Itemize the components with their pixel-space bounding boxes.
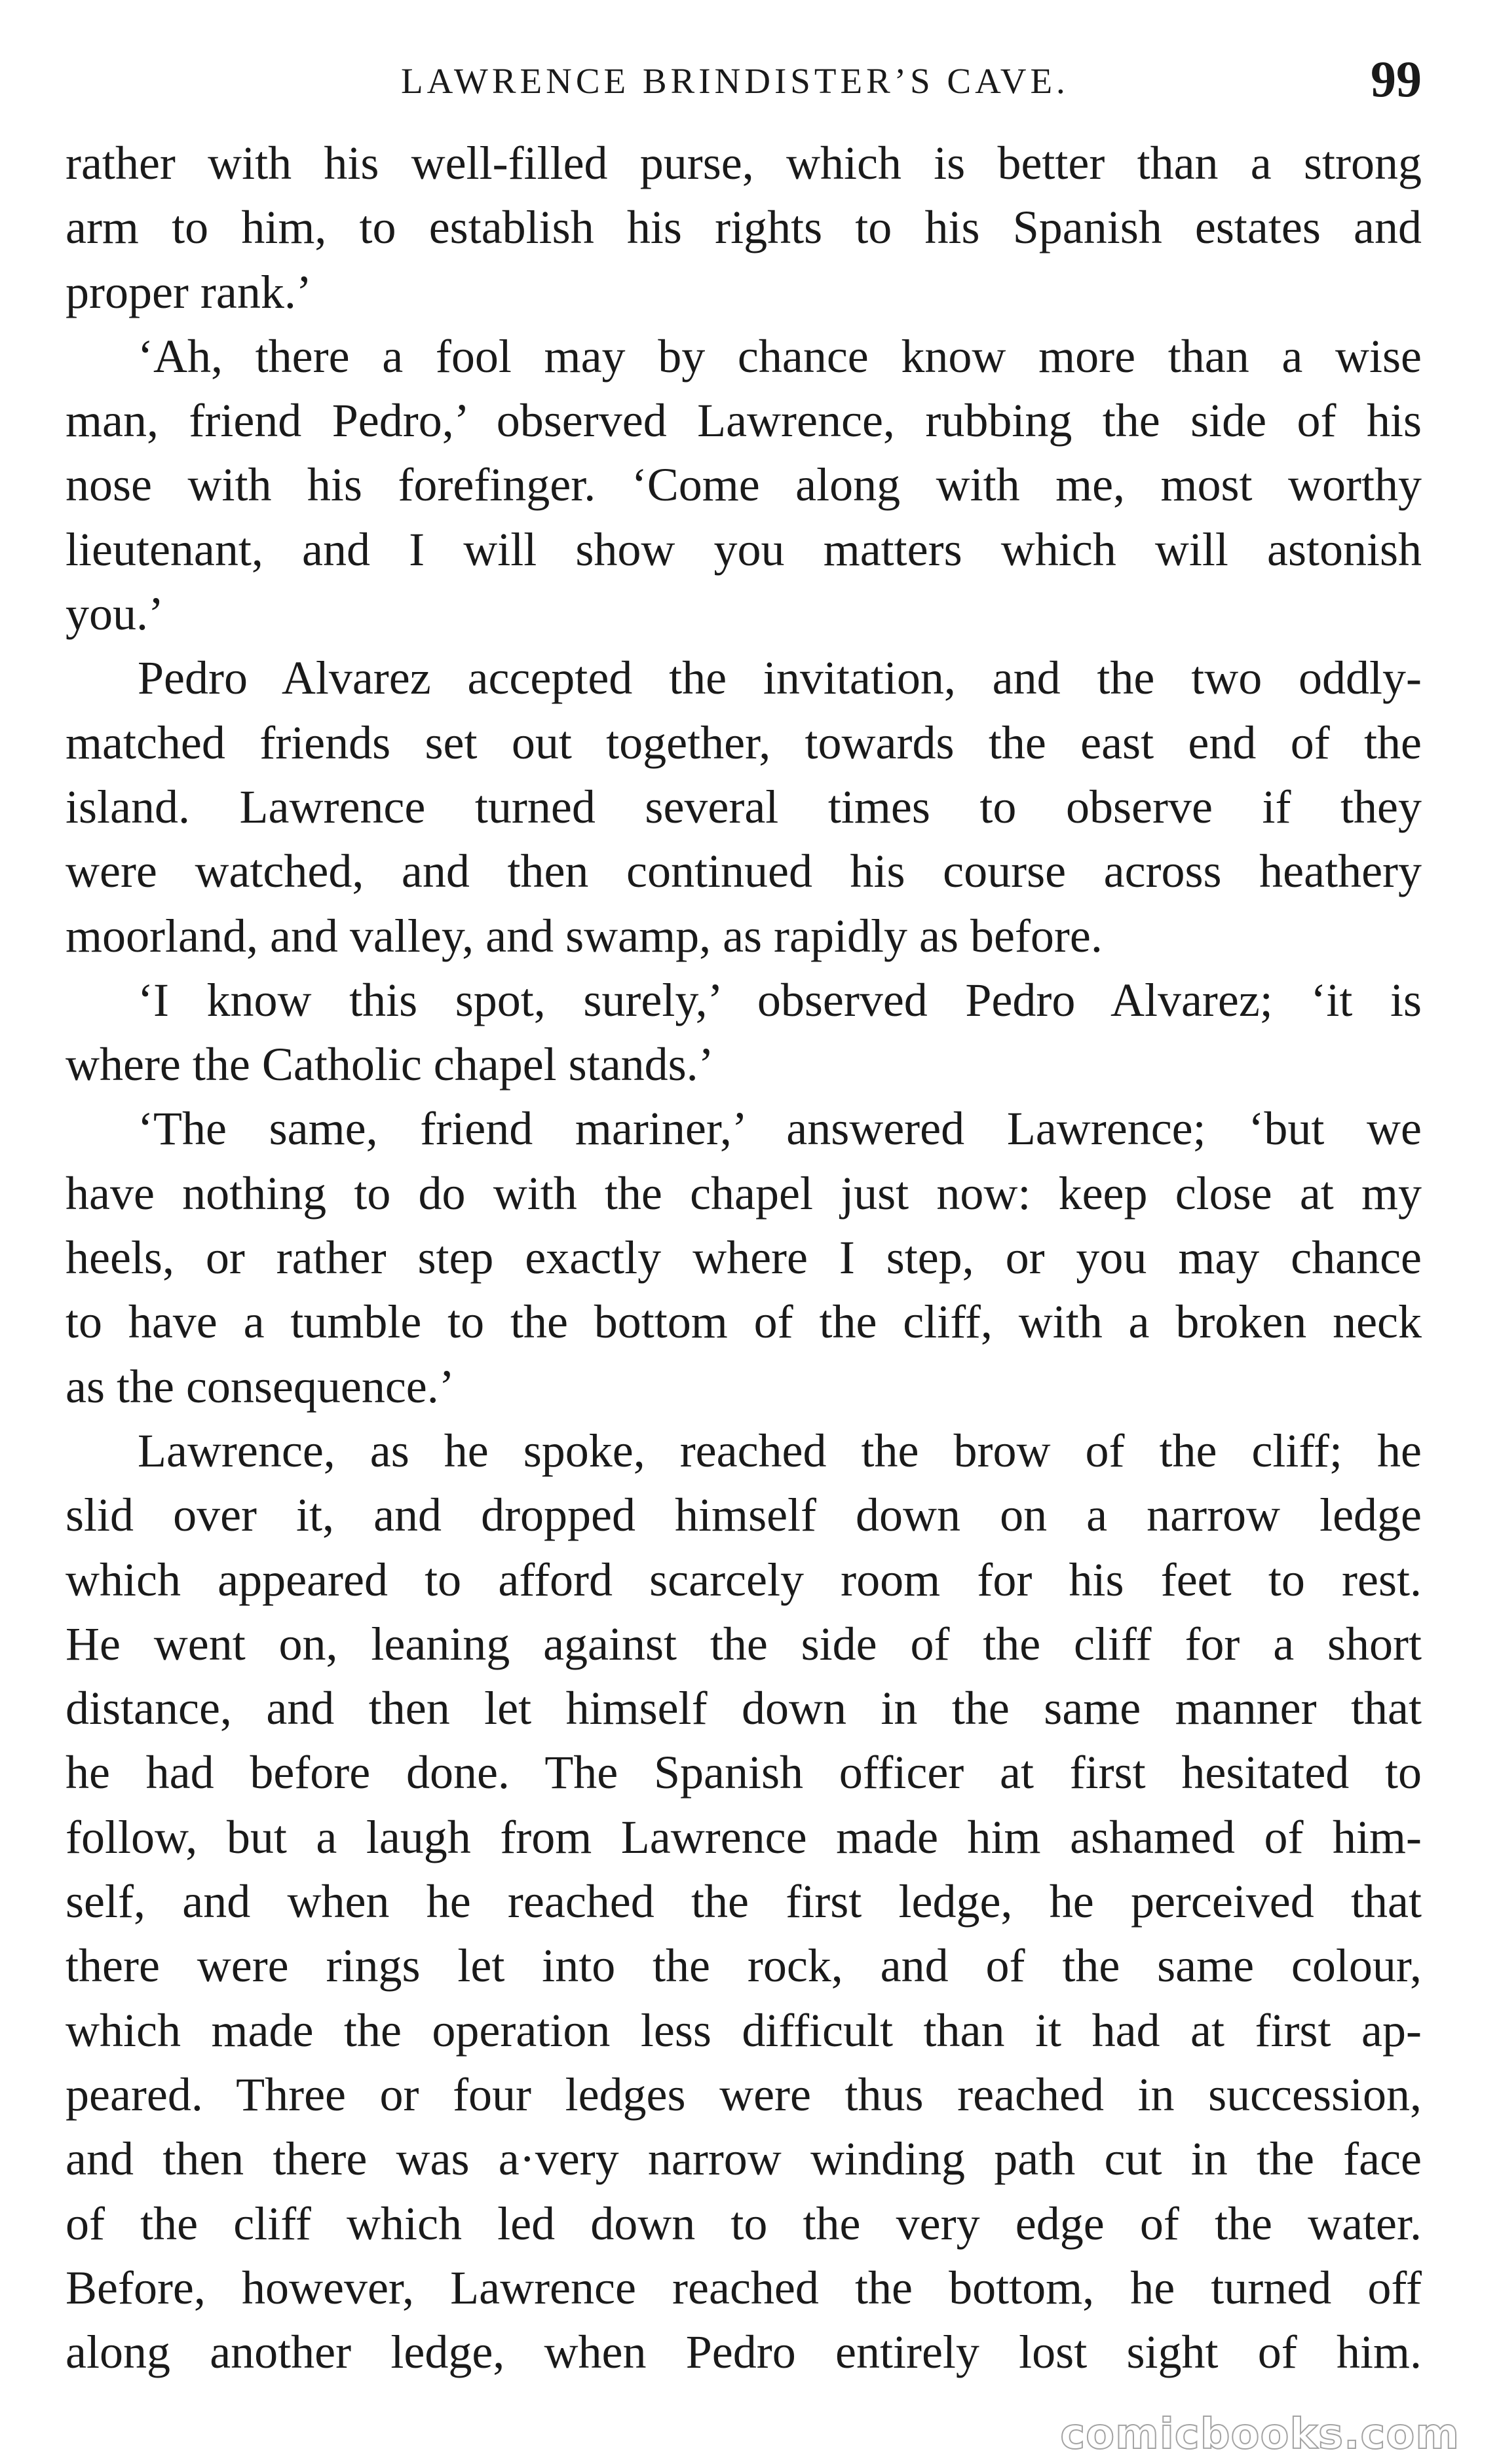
text-line: lieutenant, and I will show you matters which will astonish: [66, 523, 1422, 576]
text-line: self, and when he reached the first ledge, he perceived that: [66, 1875, 1422, 1928]
text-line: where the Catholic chapel stands.’: [66, 1038, 714, 1091]
text-line: He went on, leaning against the side of the cliff for a short: [66, 1617, 1422, 1670]
text-line: ‘Ah, there a fool may by chance know more than a wise: [138, 329, 1422, 383]
text-line: proper rank.’: [66, 265, 312, 318]
text-line: Lawrence, as he spoke, reached the brow of the cliff; he: [138, 1424, 1422, 1477]
text-line: he had before done. The Spanish officer at first hesitated to: [66, 1746, 1422, 1799]
text-line: to have a tumble to the bottom of the cliff, with a broken neck: [66, 1296, 1422, 1349]
text-line: there were rings let into the rock, and of the same colour,: [66, 1939, 1422, 1992]
text-line: along another ledge, when Pedro entirely lost sight of him.: [66, 2326, 1422, 2379]
text-line: slid over it, and dropped himself down on a narrow ledge: [66, 1489, 1422, 1542]
text-line: ‘I know this spot, surely,’ observed Pedro Alvarez; ‘it is: [138, 973, 1422, 1026]
running-head: [0, 46, 1499, 118]
watermark: comicbooks.com: [1060, 2410, 1460, 2459]
text-line: heels, or rather step exactly where I step, or you may chance: [66, 1231, 1422, 1284]
text-line: matched friends set out together, towards the east end of the: [66, 716, 1422, 769]
text-line: moorland, and valley, and swamp, as rapidly as before.: [66, 909, 1103, 962]
text-line: man, friend Pedro,’ observed Lawrence, rubbing the side of his: [66, 394, 1422, 447]
text-line: as the consequence.’: [66, 1360, 455, 1413]
text-line: have nothing to do with the chapel just now: keep close at my: [66, 1167, 1422, 1220]
text-line: arm to him, to establish his rights to his Spanish estates and: [66, 201, 1422, 254]
page-number: 99: [1371, 50, 1422, 107]
text-line: you.’: [66, 588, 164, 641]
text-line: of the cliff which led down to the very edge of the water.: [66, 2197, 1422, 2250]
text-line: rather with his well-filled purse, which is better than a strong: [66, 137, 1422, 189]
text-line: follow, but a laugh from Lawrence made him ashamed of him-: [66, 1810, 1422, 1863]
text-line: Pedro Alvarez accepted the invitation, and the two oddly-: [138, 652, 1422, 705]
text-line: island. Lawrence turned several times to observe if they: [66, 780, 1422, 833]
text-line: were watched, and then continued his course across heathery: [66, 845, 1422, 898]
text-line: Before, however, Lawrence reached the bottom, he turned off: [66, 2261, 1422, 2314]
body-text: [66, 131, 1422, 2384]
text-line: nose with his forefinger. ‘Come along with me, most worthy: [66, 458, 1422, 512]
text-line: and then there was a·very narrow winding path cut in the face: [66, 2133, 1422, 2186]
text-line: ‘The same, friend mariner,’ answered Lawrence; ‘but we: [138, 1102, 1422, 1155]
text-line: distance, and then let himself down in the same manner that: [66, 1682, 1422, 1735]
text-line: which appeared to afford scarcely room for his feet to rest.: [66, 1553, 1422, 1606]
text-line: which made the operation less difficult than it had at first ap-: [66, 2004, 1422, 2057]
running-title: LAWRENCE BRINDISTER’S CAVE.: [401, 61, 1069, 101]
text-line: peared. Three or four ledges were thus reached in succession,: [66, 2068, 1422, 2121]
